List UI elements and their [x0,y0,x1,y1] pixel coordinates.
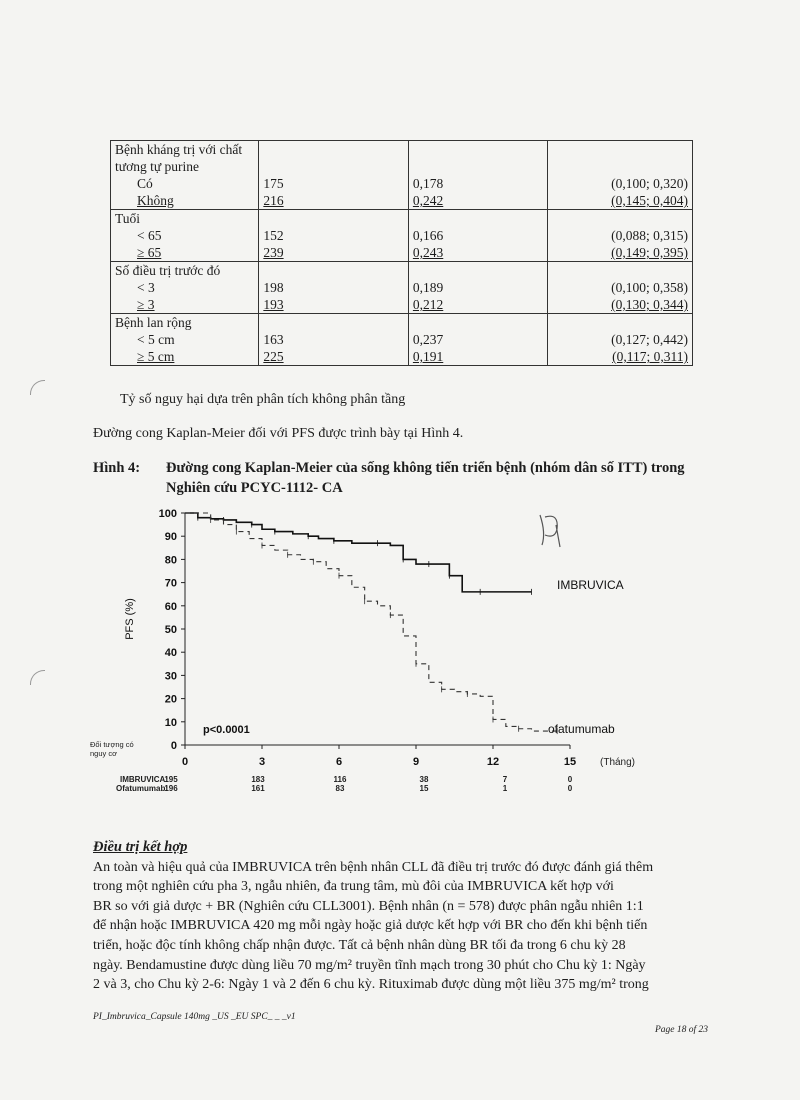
table-footnote: Tỷ số nguy hại dựa trên phân tích không phân tầng [120,392,406,407]
y-tick-label: 100 [158,508,177,520]
patient-count-text: 163 [263,332,284,347]
patient-count [259,296,409,314]
table-group-row [111,314,693,332]
section-line: để nhận hoặc IMBRUVICA 420 mg mỗi ngày hoặc giả dược kết hợp với BR cho đến khi bệnh tiến [93,918,648,934]
patient-count-text: 216 [263,193,284,208]
empty-cell [408,262,547,280]
at-risk-count: 7 [502,775,508,784]
patient-count-text: 193 [263,297,284,312]
confidence-interval [548,244,693,262]
y-tick-label: 10 [164,716,177,729]
patient-count [259,175,409,192]
y-tick-label: 0 [170,740,177,752]
patient-count-text: 152 [263,228,284,243]
hazard-ratio [408,331,547,348]
footer-page-number: Page 18 of 23 [655,1025,709,1035]
at-risk-group-name: Ofatumumab: [116,784,168,793]
hazard-ratio [408,279,547,296]
x-tick-label: 3 [258,756,266,768]
group-title: Tuổi [111,210,259,228]
confidence-interval-text: (0,130; 0,344) [611,297,688,312]
section-line: ngày. Bendamustine được dùng liều 70 mg/m² truyền tĩnh mạch trong 30 phút cho Chu kỳ 1: Ngày [93,957,646,973]
y-tick-label: 90 [164,531,177,544]
patient-count-text: 175 [263,176,284,191]
empty-cell [259,262,409,280]
x-axis-unit: (Tháng) [600,757,636,768]
empty-cell [259,314,409,332]
at-risk-count: 161 [251,784,265,793]
group-title: Bệnh lan rộng [111,314,259,332]
hazard-ratio [408,244,547,262]
confidence-interval-text: (0,100; 0,320) [611,176,688,191]
chart-labels [124,508,635,768]
hazard-ratio-text: 0,191 [412,349,444,364]
x-tick-label: 9 [412,756,420,768]
at-risk-label: Đối tượng có nguy cơ [90,740,134,758]
subgroup-label-text: < 5 cm [137,332,175,347]
at-risk-count: 1 [502,784,508,793]
subgroup-label [111,331,259,348]
patient-count-text: 239 [263,245,284,260]
table-row [111,192,693,210]
patient-count [259,348,409,366]
at-risk-count: 195 [164,775,178,784]
table-row [111,227,693,244]
subgroup-label [111,175,259,192]
table-row [111,279,693,296]
empty-cell [548,314,693,332]
subgroup-label [111,279,259,296]
confidence-interval-text: (0,100; 0,358) [611,280,688,295]
confidence-interval [548,227,693,244]
subgroup-label [111,296,259,314]
series-label: IMBRUVICA [557,577,624,592]
confidence-interval-text: (0,127; 0,442) [611,332,688,347]
subgroup-label-text: Có [137,176,153,191]
series-label: ofatumumab [548,722,615,737]
hazard-ratio-text: 0,178 [412,176,444,191]
empty-cell [548,210,693,228]
subgroup-label-text: ≥ 5 cm [137,349,175,364]
table-row [111,348,693,366]
y-tick-label: 60 [164,600,177,613]
section-line: BR so với giả dược + BR (Nghiên cứu CLL3001). Bệnh nhân (n = 578) được phân ngẫu nhiên 1:1 [93,898,644,914]
hazard-ratio-text: 0,166 [412,228,444,243]
group-title: Số điều trị trước đó [111,262,259,280]
y-tick-label: 50 [164,624,177,636]
subgroup-label-text: ≥ 65 [137,245,162,260]
subgroup-label-text: Không [137,193,174,208]
chart-axes [181,513,570,749]
subgroup-label [111,227,259,244]
table-row [111,331,693,348]
patient-count-text: 225 [263,349,284,364]
y-axis-label: PFS (%) [124,598,136,640]
section-line: 2 và 3, cho Chu kỳ 2-6: Ngày 1 và 2 đến 6 chu kỳ. Rituximab được dùng một liều 375 mg/m² trong [93,977,649,993]
subgroup-label [111,244,259,262]
patient-count [259,227,409,244]
subgroup-label [111,192,259,210]
at-risk-count: 116 [333,775,347,784]
figure-title: Đường cong Kaplan-Meier của sống không tiến triển bệnh (nhóm dân số ITT) trong Nghiên cứu PCYC-1112- CA [166,460,685,496]
confidence-interval [548,296,693,314]
section-line: triển, hoặc độc tính không chấp nhận được. Tất cả bệnh nhân dùng BR tối đa trong 6 chu kỳ 28 [93,937,626,953]
section-line: trong một nghiên cứu pha 3, ngẫu nhiên, đa trung tâm, mù đôi của IMBRUVICA kết hợp với [93,879,614,895]
subgroup-label [111,348,259,366]
at-risk-count: 0 [567,784,573,793]
chart-series [185,513,557,734]
group-title: Bệnh kháng trị với chất tương tự purine [111,141,259,176]
x-tick-label: 0 [181,756,189,768]
confidence-interval [548,279,693,296]
table-group-row [111,141,693,176]
empty-cell [408,210,547,228]
section-line: An toàn và hiệu quả của IMBRUVICA trên bệnh nhân CLL đã điều trị trước đó được đánh giá thêm [93,859,654,875]
x-tick-label: 12 [486,756,500,768]
y-tick-label: 70 [164,577,177,590]
hazard-ratio [408,227,547,244]
at-risk-group-name: IMBRUVICA: [120,775,168,784]
hazard-ratio [408,348,547,366]
table-row [111,296,693,314]
confidence-interval-text: (0,149; 0,395) [611,245,688,260]
hazard-ratio-text: 0,243 [412,245,444,260]
table-row [111,175,693,192]
confidence-interval-text: (0,088; 0,315) [611,228,688,243]
empty-cell [408,141,547,176]
y-tick-label: 20 [164,693,177,706]
figure-label: Hình 4: [93,460,141,476]
series-line-imbruvica [185,513,532,592]
combination-section [93,838,713,995]
hazard-ratio-text: 0,237 [412,332,444,347]
hazard-ratio [408,296,547,314]
hazard-ratio-text: 0,242 [412,193,444,208]
handwritten-mark [540,515,560,547]
subgroup-hazard-table [110,140,693,366]
patient-count [259,192,409,210]
table-group-row [111,262,693,280]
empty-cell [259,210,409,228]
y-tick-label: 40 [164,647,177,660]
confidence-interval [548,348,693,366]
subgroup-label-text: < 3 [137,280,155,295]
footer-document-id: PI_Imbruvica_Capsule 140mg _US _EU SPC_ _ _v1 [93,1012,296,1022]
patient-count [259,331,409,348]
at-risk-count: 15 [419,784,429,793]
section-text [93,858,713,995]
at-risk-count: 83 [335,784,345,793]
subgroup-label-text: < 65 [137,228,162,243]
scan-mark [30,380,45,395]
patient-count [259,244,409,262]
empty-cell [408,314,547,332]
x-tick-label: 6 [335,756,343,768]
empty-cell [259,141,409,176]
hazard-ratio-text: 0,189 [412,280,444,295]
confidence-interval [548,331,693,348]
y-tick-label: 80 [164,554,177,567]
y-tick-label: 30 [164,670,177,683]
confidence-interval-text: (0,117; 0,311) [612,349,688,364]
section-heading: Điều trị kết hợp [93,839,188,855]
x-tick-label: 15 [563,756,577,768]
subgroup-label-text: ≥ 3 [137,297,155,312]
empty-cell [548,141,693,176]
hazard-ratio [408,192,547,210]
at-risk-count: 0 [567,775,573,784]
p-value-annotation: p<0.0001 [203,724,250,736]
kaplan-meier-chart [0,495,800,805]
confidence-interval [548,192,693,210]
patient-count-text: 198 [263,280,284,295]
at-risk-count: 196 [164,784,178,793]
hazard-ratio [408,175,547,192]
table-row [111,244,693,262]
intro-text: Đường cong Kaplan-Meier đối với PFS được trình bày tại Hình 4. [93,426,464,441]
patient-count [259,279,409,296]
series-line-ofatumumab [185,513,557,731]
at-risk-count: 38 [419,775,429,784]
table-group-row [111,210,693,228]
confidence-interval [548,175,693,192]
at-risk-count: 183 [251,775,265,784]
hazard-ratio-text: 0,212 [412,297,444,312]
empty-cell [548,262,693,280]
confidence-interval-text: (0,145; 0,404) [611,193,688,208]
